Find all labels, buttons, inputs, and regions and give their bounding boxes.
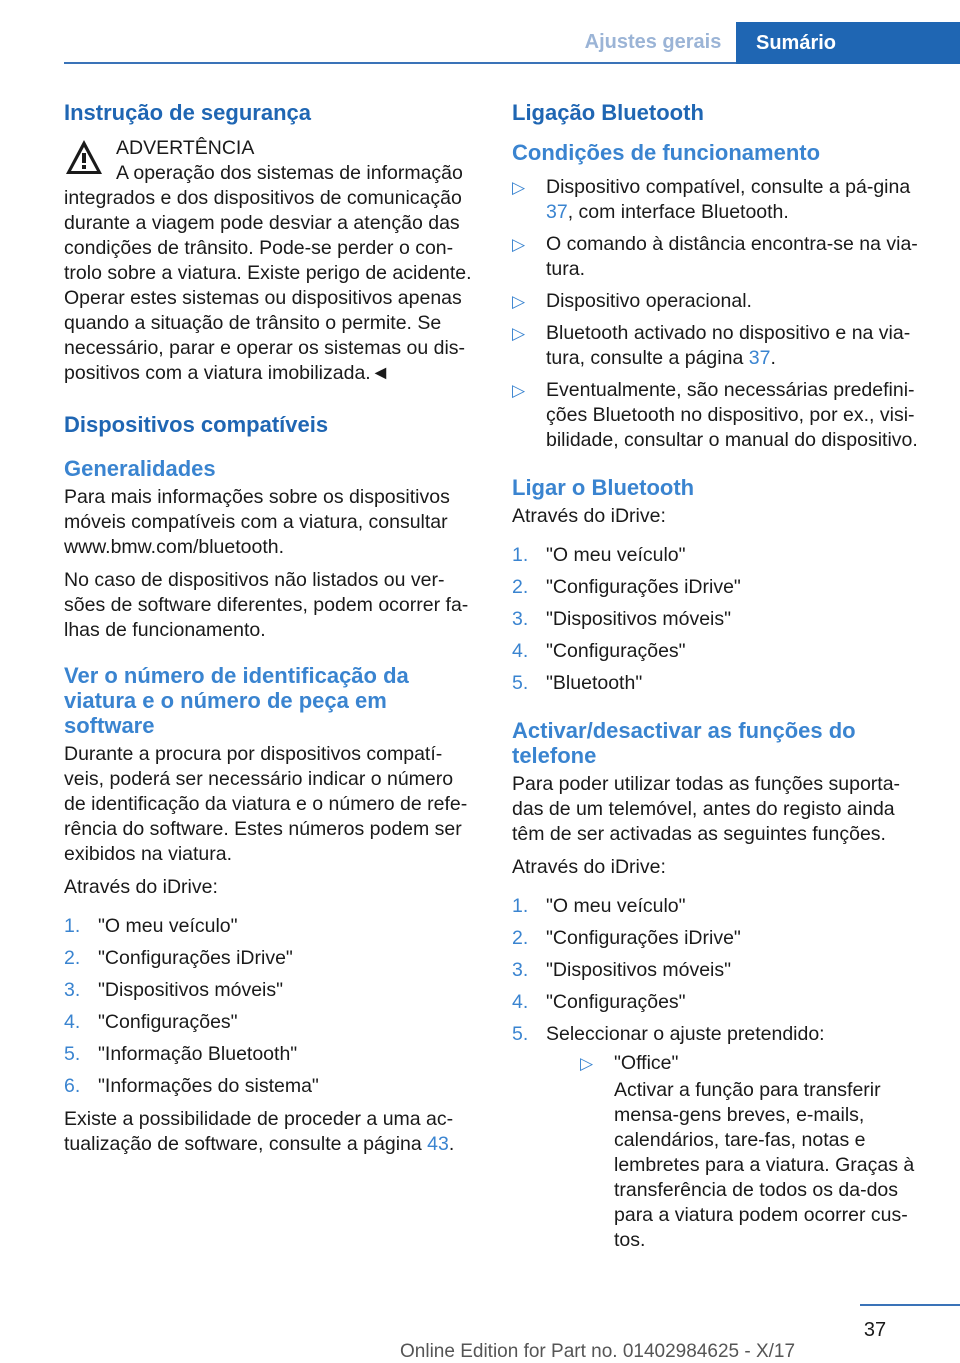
connect-steps [512, 543, 927, 696]
list-item: 6. "Informações do sistema" [64, 1075, 319, 1097]
cond-list [512, 175, 927, 453]
list-item: 3. "Dispositivos móveis" [512, 608, 732, 630]
connect-title: Ligar o Bluetooth [512, 475, 695, 500]
ident-via: Através do iDrive: [64, 876, 218, 898]
list-item: 1. "O meu veículo" [512, 544, 686, 566]
list-item: 2. "Configurações iDrive" [512, 927, 741, 949]
ident-steps [64, 914, 479, 1099]
phone-title: Activar/desactivar as funções do telefone [512, 718, 856, 768]
phone-via: Através do iDrive: [512, 856, 666, 878]
warning-block [64, 136, 479, 386]
cond-title: Condições de funcionamento [512, 140, 821, 165]
page-number: 37 [863, 1319, 887, 1341]
list-item: 1. "O meu veículo" [64, 915, 238, 937]
warning-text-first: A operação dos sistemas de informação [116, 162, 463, 184]
list-item: 5. Seleccionar o ajuste pretendido: ▷ "Office" Activar a função para transferir mensa-gens breves, e-mails, calendários, tare-fas, notas e lembretes para a viatura. Graças à transferência de todos os da-dos para a viatura podem ocorrer cus-tos. [512, 1022, 927, 1253]
list-item: 3. "Dispositivos móveis" [512, 959, 732, 981]
edition-footer: Online Edition for Part no. 01402984625 - X/17 [400, 1341, 796, 1362]
tab-sumario[interactable]: Sumário [736, 22, 960, 64]
warning-label: ADVERTÊNCIA [116, 137, 255, 159]
list-item: 4. "Configurações" [512, 991, 686, 1013]
list-item: 5. "Informação Bluetooth" [64, 1043, 298, 1065]
list-item: 4. "Configurações" [64, 1011, 238, 1033]
list-item: 5. "Bluetooth" [512, 672, 643, 694]
office-text: Activar a função para transferir mensa-gens breves, e-mails, calendários, tare-fas, notas e lembretes para a viatura. Graças à transferência de todos os da-dos para a viatura podem ocorrer cus-tos. [614, 1079, 915, 1251]
phone-paragraph: Para poder utilizar todas as funções suporta-das de um telemóvel, antes do registo ainda têm de ser activadas as seguintes funções. [512, 773, 901, 845]
office-sublist [546, 1051, 927, 1253]
page-link-37[interactable]: 37 [748, 347, 771, 369]
warning-icon [64, 138, 104, 176]
list-item: ▷ O comando à distância encontra-se na via-tura. [512, 233, 918, 280]
list-item: ▷ Bluetooth activado no dispositivo e na via-tura, consulte a página 37. [512, 322, 911, 369]
page-link-37[interactable]: 37 [546, 201, 568, 223]
phone-steps [512, 894, 927, 1253]
safety-title: Instrução de segurança [64, 100, 311, 125]
general-paragraph-2: No caso de dispositivos não listados ou ver-sões de software diferentes, podem ocorrer fa-lhas de funcionamento. [64, 569, 469, 641]
footer-rule [860, 1304, 960, 1306]
bt-title: Ligação Bluetooth [512, 100, 704, 125]
list-item: 2. "Configurações iDrive" [64, 947, 293, 969]
list-item: 4. "Configurações" [512, 640, 686, 662]
connect-via: Através do iDrive: [512, 505, 666, 527]
ident-title: Ver o número de identificação da viatura e o número de peça em software [64, 663, 409, 738]
list-item: ▷ Eventualmente, são necessárias predefini-ções Bluetooth no dispositivo, por ex., visi-bilidade, consultar o manual do dispositivo. [512, 379, 918, 451]
list-item: ▷ "Office" Activar a função para transferir mensa-gens breves, e-mails, calendários, tare-fas, notas e lembretes para a viatura. Graças à transferência de todos os da-dos para a viatura podem ocorrer cus-tos. [580, 1051, 927, 1253]
tab-ajustes-gerais[interactable]: Ajustes gerais [584, 31, 722, 53]
compat-title: Dispositivos compatíveis [64, 412, 329, 437]
list-item: ▷ Dispositivo operacional. [512, 290, 752, 312]
left-column [64, 100, 479, 1165]
warning-text: integrados e dos dispositivos de comunicação durante a viagem pode desviar a atenção das condições de trânsito. Pode-se perder o con-trolo sobre a viatura. Existe perigo de acidente. Operar estes sistemas ou dispositivos apenas quando a situação de trânsito o permite. Se necessário, parar e operar os sistemas ou dis-positivos com a viatura imobilizada.◄ [64, 187, 472, 384]
general-paragraph-1: Para mais informações sobre os dispositivos móveis compatíveis com a viatura, consultar www.bmw.com/bluetooth. [64, 486, 450, 558]
list-item: 2. "Configurações iDrive" [512, 576, 741, 598]
update-paragraph: Existe a possibilidade de proceder a uma ac-tualização de software, consulte a página 43. [64, 1108, 455, 1155]
page-link-43[interactable]: 43 [427, 1133, 449, 1155]
list-item: 3. "Dispositivos móveis" [64, 979, 284, 1001]
ident-paragraph: Durante a procura por dispositivos compatí-veis, poderá ser necessário indicar o número de identificação da viatura e o número de refe-rência do software. Estes números podem ser exibidos na viatura. [64, 743, 468, 865]
right-column [512, 100, 927, 1261]
general-title: Generalidades [64, 456, 216, 481]
list-item: ▷ Dispositivo compatível, consulte a pá-gina 37, com interface Bluetooth. [512, 176, 911, 223]
list-item: 1. "O meu veículo" [512, 895, 686, 917]
